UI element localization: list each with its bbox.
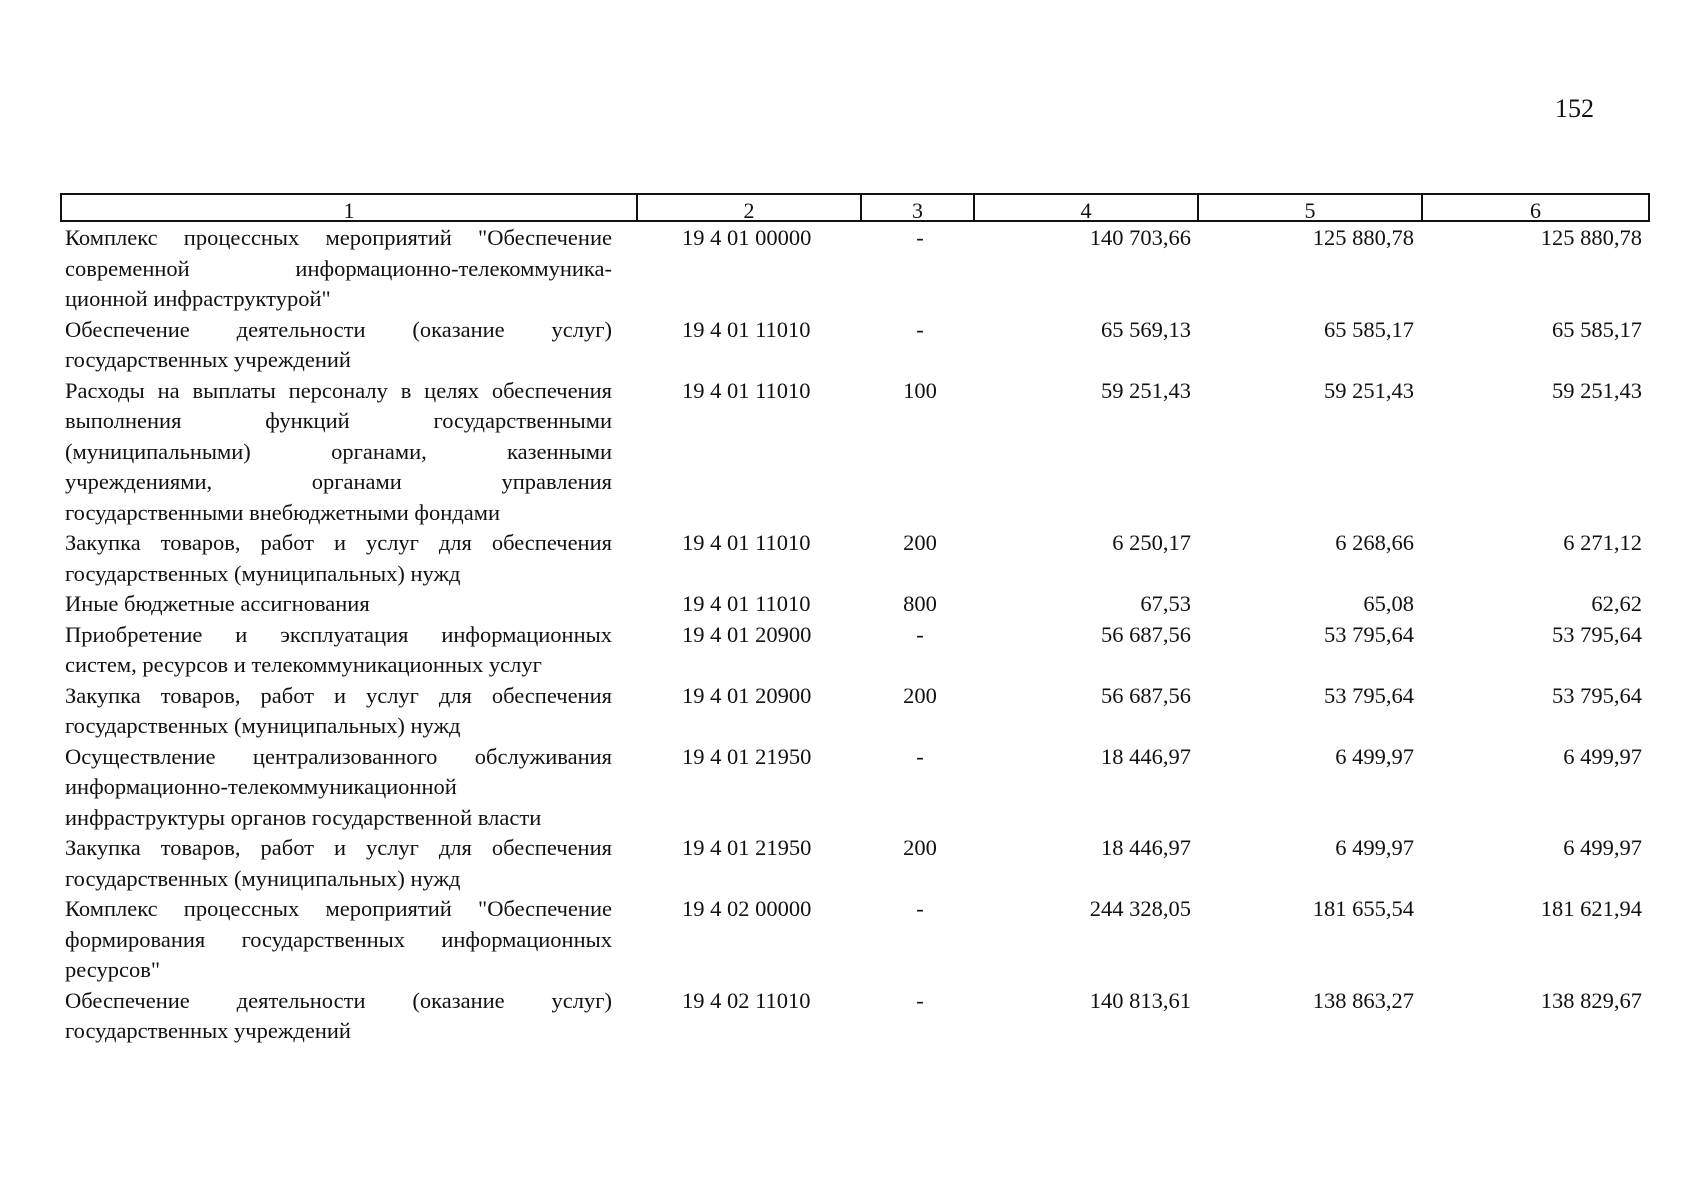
column-header-6: 6 [1421, 193, 1650, 222]
row-description [65, 894, 612, 986]
table-row [0, 681, 1694, 742]
column-header-4: 4 [973, 193, 1199, 222]
row-type: 800 [903, 591, 937, 616]
row-description-line: ресурсов" [65, 957, 161, 982]
row-value-5: 125 880,78 [1312, 225, 1414, 250]
column-header-1: 1 [60, 193, 638, 222]
table-row [0, 528, 1694, 589]
row-description [65, 528, 612, 589]
row-value-5: 6 268,66 [1335, 530, 1414, 555]
row-value-5: 59 251,43 [1324, 377, 1414, 403]
row-description-line: государственных учреждений [65, 1018, 351, 1043]
row-type: 100 [903, 377, 937, 403]
row-value-4: 67,53 [1140, 591, 1191, 616]
row-code: 19 4 01 21950 [682, 835, 812, 860]
row-type: - [916, 743, 924, 769]
row-type: 200 [903, 530, 937, 555]
row-value-5: 6 499,97 [1335, 743, 1414, 769]
row-value-4: 140 813,61 [1089, 987, 1191, 1013]
row-code: 19 4 01 11010 [682, 530, 811, 555]
row-description-line: Комплекс процессных мероприятий "Обеспечение [65, 896, 612, 921]
row-value-6: 62,62 [1591, 591, 1642, 616]
row-description-line: Приобретение и эксплуатация информационных [65, 621, 612, 647]
row-description-line: Расходы на выплаты персоналу в целях обеспечения [65, 377, 612, 403]
row-description [65, 833, 612, 894]
row-type: 200 [903, 835, 937, 860]
table-row [0, 223, 1694, 315]
row-code: 19 4 02 00000 [682, 896, 812, 921]
row-value-4: 18 446,97 [1101, 835, 1191, 860]
row-description-line: выполнения функций государственными [65, 408, 612, 433]
row-value-5: 138 863,27 [1312, 987, 1414, 1013]
row-value-6: 6 499,97 [1563, 743, 1642, 769]
row-type: - [916, 987, 924, 1013]
row-value-6: 6 271,12 [1563, 530, 1642, 555]
row-description-line: Закупка товаров, работ и услуг для обеспечения [65, 530, 612, 555]
table-row [0, 620, 1694, 681]
row-description [65, 589, 612, 620]
row-type: - [916, 896, 924, 921]
row-value-6: 59 251,43 [1552, 377, 1642, 403]
row-description-line: формирования государственных информационных [65, 926, 612, 952]
row-code: 19 4 01 11010 [682, 377, 811, 403]
row-description [65, 223, 612, 315]
row-code: 19 4 02 11010 [682, 987, 811, 1013]
row-value-5: 65,08 [1363, 591, 1414, 616]
row-type: - [916, 225, 924, 250]
row-description [65, 986, 612, 1047]
row-value-4: 56 687,56 [1101, 621, 1191, 647]
row-value-4: 56 687,56 [1101, 682, 1191, 708]
row-value-4: 244 328,05 [1089, 896, 1191, 921]
row-description-line: Закупка товаров, работ и услуг для обеспечения [65, 682, 612, 708]
table-row [0, 376, 1694, 529]
row-value-4: 18 446,97 [1101, 743, 1191, 769]
row-description-line: Осуществление централизованного обслуживания [65, 743, 612, 769]
row-value-4: 6 250,17 [1112, 530, 1191, 555]
column-header-5: 5 [1197, 193, 1423, 222]
row-value-6: 53 795,64 [1552, 621, 1642, 647]
row-description-line: учреждениями, органами управления [65, 469, 612, 494]
row-description-line: Обеспечение деятельности (оказание услуг) [65, 987, 612, 1013]
row-code: 19 4 01 21950 [682, 743, 812, 769]
row-description-line: государственных (муниципальных) нужд [65, 560, 461, 586]
row-description-line: государственных (муниципальных) нужд [65, 865, 461, 891]
row-value-5: 53 795,64 [1324, 682, 1414, 708]
table-row [0, 986, 1694, 1047]
row-description-line: Закупка товаров, работ и услуг для обеспечения [65, 835, 612, 860]
row-value-5: 65 585,17 [1324, 316, 1414, 342]
row-description-line: (муниципальными) органами, казенными [65, 438, 612, 464]
page-number: 152 [1555, 94, 1594, 123]
table-row [0, 894, 1694, 986]
row-value-5: 6 499,97 [1335, 835, 1414, 860]
table-row [0, 315, 1694, 376]
row-description-line: информационно-телекоммуникационной [65, 774, 457, 799]
row-type: - [916, 316, 924, 342]
row-code: 19 4 01 11010 [682, 591, 811, 616]
row-description-line: государственных (муниципальных) нужд [65, 713, 461, 738]
row-value-6: 53 795,64 [1552, 682, 1642, 708]
row-type: - [916, 621, 924, 647]
row-description [65, 376, 612, 529]
row-description [65, 681, 612, 742]
row-code: 19 4 01 11010 [682, 316, 811, 342]
row-code: 19 4 01 00000 [682, 225, 812, 250]
row-value-4: 59 251,43 [1101, 377, 1191, 403]
row-description [65, 620, 612, 681]
row-description-line: ционной инфраструктурой" [65, 286, 331, 311]
table-row [0, 742, 1694, 834]
row-description-line: Обеспечение деятельности (оказание услуг) [65, 316, 612, 342]
row-description-line: современной информационно-телекоммуника- [65, 255, 612, 281]
row-value-6: 125 880,78 [1540, 225, 1642, 250]
row-code: 19 4 01 20900 [682, 621, 812, 647]
row-description-line: инфраструктуры органов государственной власти [65, 804, 542, 830]
row-description-line: государственными внебюджетными фондами [65, 499, 501, 525]
row-description-line: Иные бюджетные ассигнования [65, 591, 370, 616]
row-description [65, 742, 612, 834]
row-value-5: 53 795,64 [1324, 621, 1414, 647]
row-description [65, 315, 612, 376]
row-description-line: Комплекс процессных мероприятий "Обеспечение [65, 225, 612, 250]
row-description-line: систем, ресурсов и телекоммуникационных услуг [65, 652, 542, 677]
row-value-6: 65 585,17 [1552, 316, 1642, 342]
row-value-6: 138 829,67 [1540, 987, 1642, 1013]
row-value-6: 181 621,94 [1540, 896, 1642, 921]
row-description-line: государственных учреждений [65, 347, 351, 372]
column-header-3: 3 [860, 193, 975, 222]
row-value-4: 65 569,13 [1101, 316, 1191, 342]
row-value-4: 140 703,66 [1089, 225, 1191, 250]
row-value-6: 6 499,97 [1563, 835, 1642, 860]
table-row [0, 833, 1694, 894]
table-body [0, 223, 1694, 1047]
row-code: 19 4 01 20900 [682, 682, 812, 708]
table-row [0, 589, 1694, 620]
row-type: 200 [903, 682, 937, 708]
row-value-5: 181 655,54 [1312, 896, 1414, 921]
column-header-2: 2 [636, 193, 862, 222]
